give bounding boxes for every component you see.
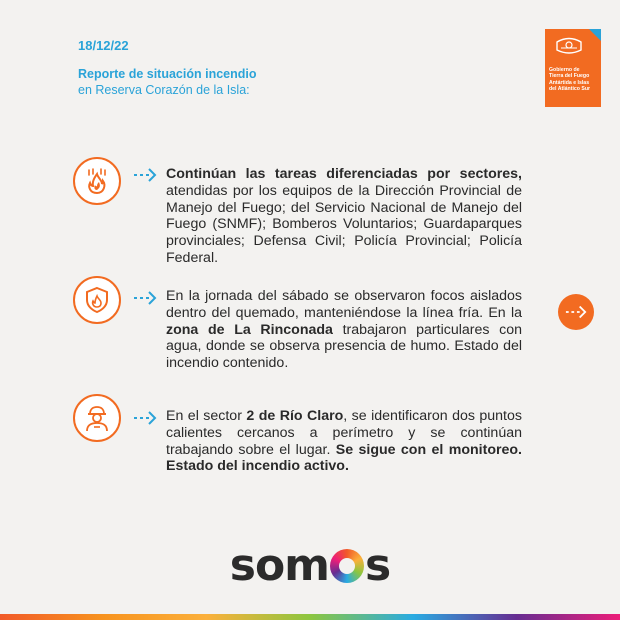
report-title: Reporte de situación incendio [78, 67, 257, 81]
dashed-arrow-icon [565, 304, 587, 320]
coat-of-arms-icon [554, 36, 584, 56]
colorful-ring-icon [330, 549, 364, 583]
dashed-arrow-icon [133, 410, 157, 426]
logo-fold-corner [589, 29, 601, 41]
item-2-text: En la jornada del sábado se observaron focos aislados dentro del quemado, manteniéndose la línea fría. En la zona de La Rinconada trabajaron particulares con agua, donde se observa presencia de humo. Estado del incendio contenido. [166, 288, 523, 372]
government-name: Gobierno de Tierra del Fuego Antártida e Islas del Atlántico Sur [549, 67, 591, 92]
rainbow-footer-bar [0, 614, 620, 620]
somos-logo: som s [229, 540, 391, 591]
government-logo [545, 29, 601, 107]
firefighter-icon [73, 394, 121, 442]
item-1-text: Continúan las tareas diferenciadas por sectores, atendidas por los equipos de la Dirección Provincial de Manejo del Fuego; del Servicio Nacional de Manejo del Fuego (SNMF); Bomberos Voluntarios; Guardaparques provinciales; Defensa Civil; Policía Provincial; Policía Federal. [166, 166, 522, 266]
next-slide-button[interactable] [558, 294, 594, 330]
fire-shield-icon [73, 276, 121, 324]
report-subtitle: en Reserva Corazón de la Isla: [78, 83, 250, 97]
item-3-text: En el sector 2 de Río Claro, se identificaron dos puntos calientes cercanos a perímetro y se continúan trabajando sobre el lugar. Se sigue con el monitoreo. Estado del incendio activo. [166, 408, 522, 475]
dashed-arrow-icon [133, 167, 157, 183]
fire-icon [73, 157, 121, 205]
report-date: 18/12/22 [78, 38, 129, 53]
dashed-arrow-icon [133, 290, 157, 306]
